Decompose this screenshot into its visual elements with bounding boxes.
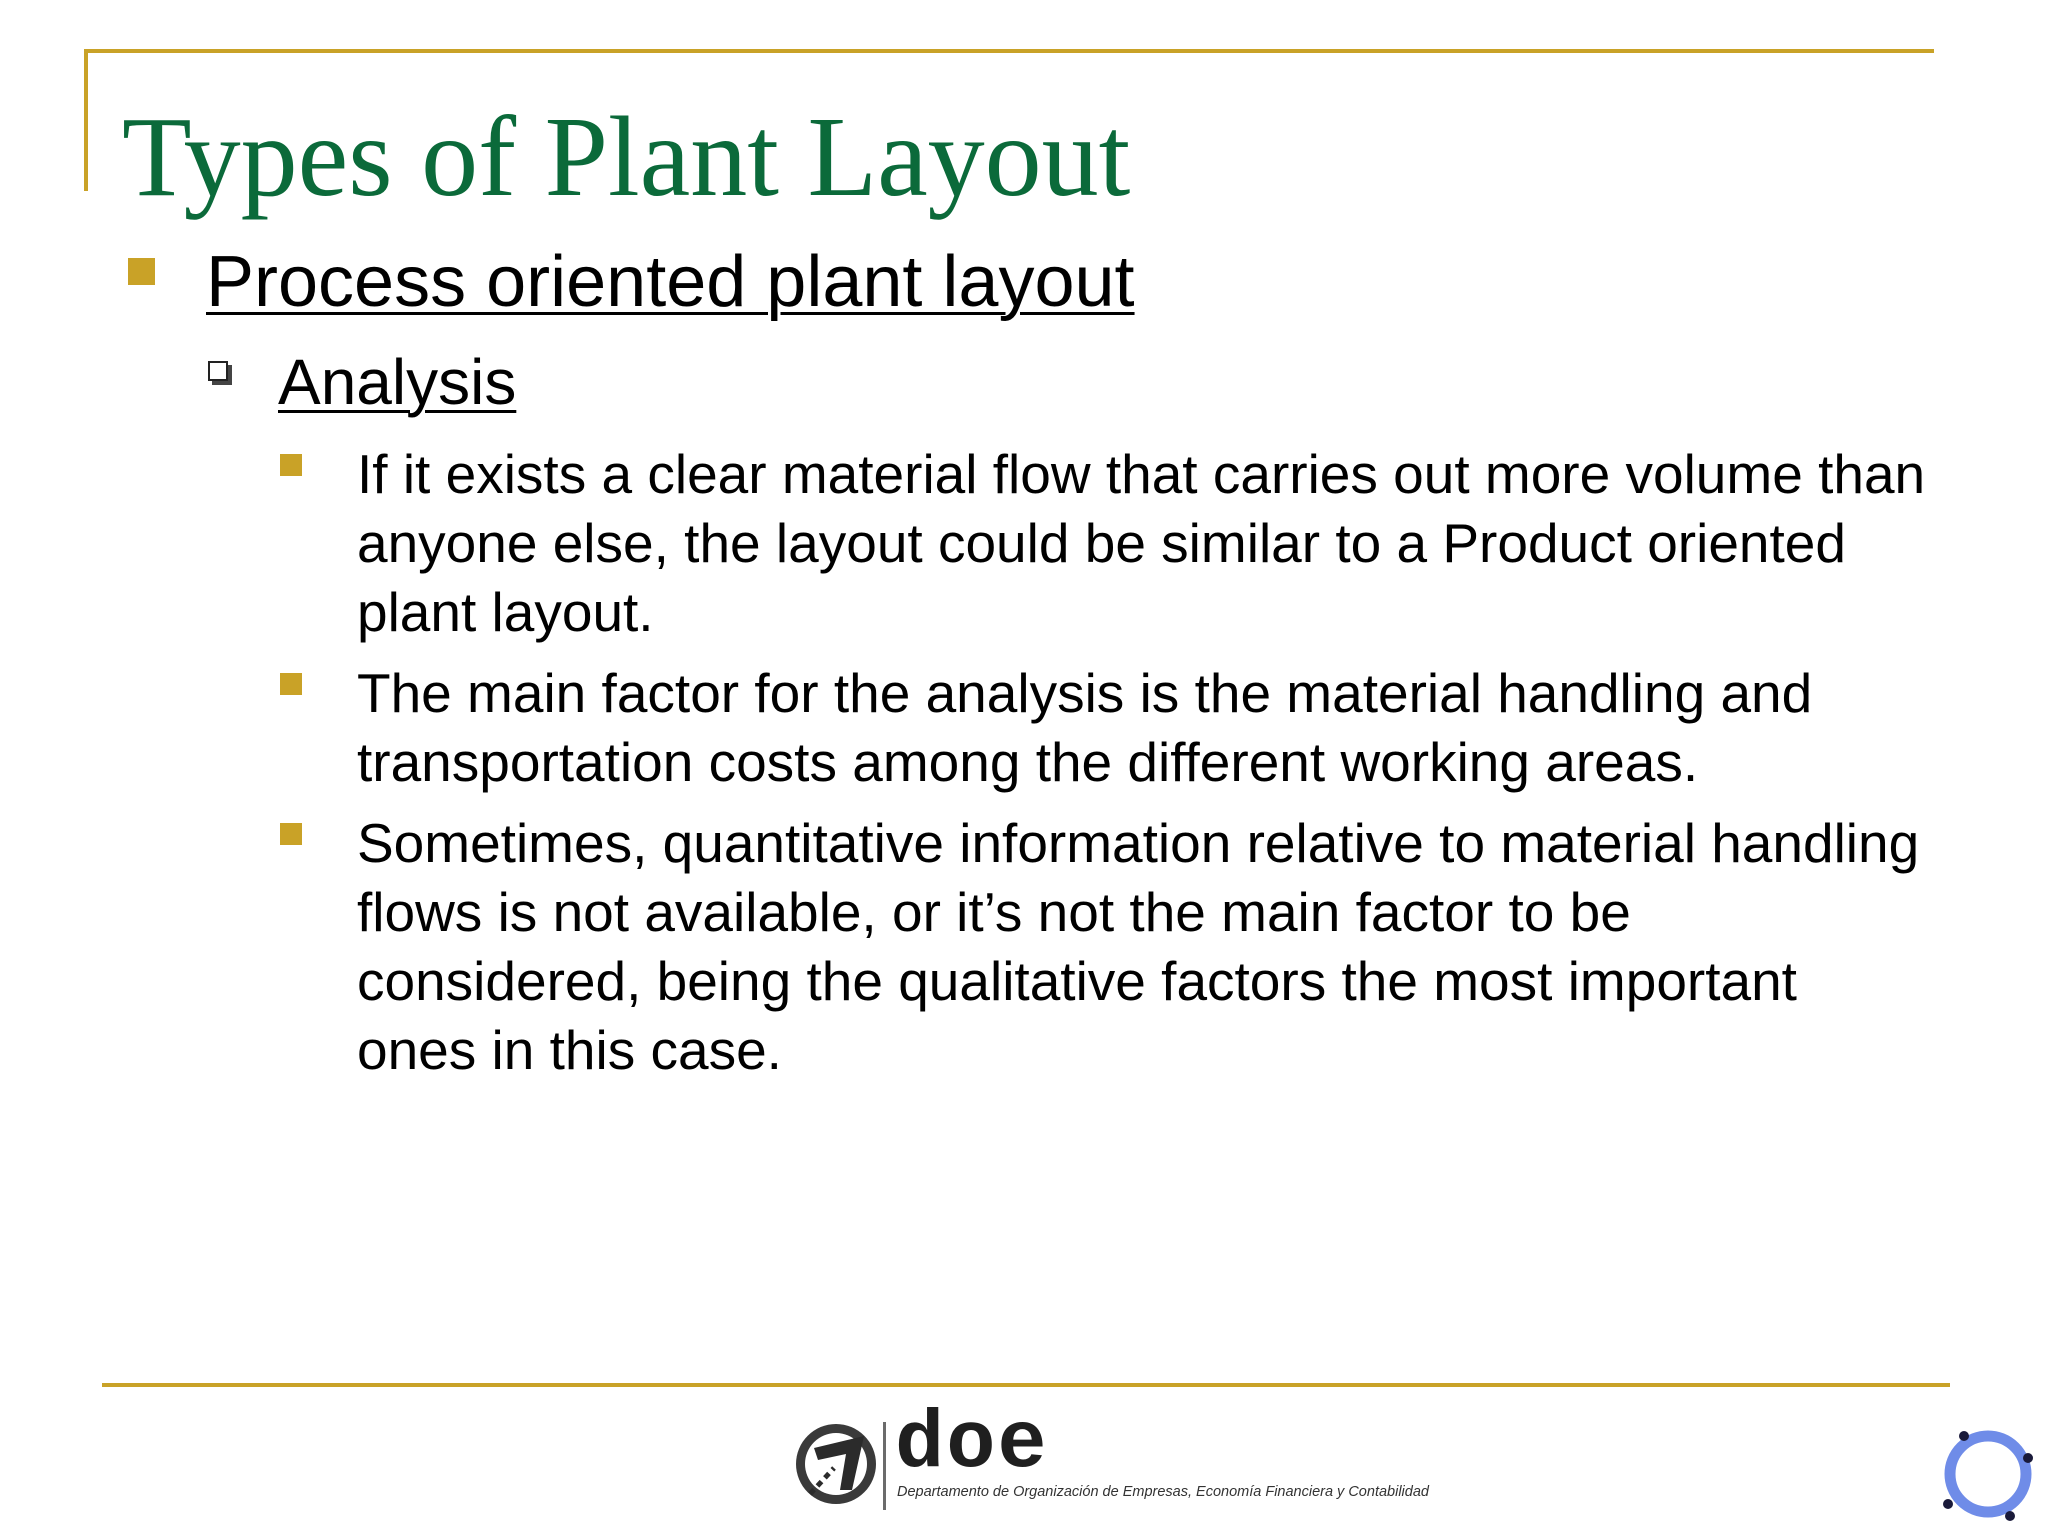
square-bullet-icon <box>280 454 302 476</box>
heading-text: Process oriented plant layout <box>206 242 1135 322</box>
top-frame-line <box>84 49 1934 53</box>
logo-wordmark: doe <box>895 1398 1049 1491</box>
ring-ornament-icon <box>1940 1424 2036 1524</box>
heading-item <box>128 244 1135 320</box>
bottom-frame-line <box>102 1383 1950 1387</box>
department-emblem-icon <box>790 1418 882 1510</box>
square-bullet-icon <box>280 673 302 695</box>
analysis-point <box>280 659 1930 797</box>
slide-title: Types of Plant Layout <box>122 93 1131 220</box>
subheading-text: Analysis <box>278 346 517 418</box>
left-frame-line <box>84 49 88 191</box>
hollow-square-bullet-icon <box>208 361 228 381</box>
subheading-item <box>208 347 516 417</box>
department-logo <box>790 1398 1470 1518</box>
logo-caption: Departamento de Organización de Empresas, Economía Financiera y Contabilidad <box>897 1484 1429 1500</box>
square-bullet-icon <box>128 258 155 285</box>
analysis-point-text: The main factor for the analysis is the material handling and transportation costs among the different working areas. <box>357 662 1813 793</box>
square-bullet-icon <box>280 823 302 845</box>
analysis-point <box>280 440 1930 647</box>
analysis-point <box>280 809 1930 1085</box>
analysis-point-text: Sometimes, quantitative information relative to material handling flows is not available, or it’s not the main factor to be considered, being the qualitative factors the most important ones in this case. <box>357 812 1920 1081</box>
logo-divider <box>883 1422 886 1510</box>
analysis-point-text: If it exists a clear material flow that carries out more volume than anyone else, the layout could be similar to a Product oriented plant layout. <box>357 443 1926 643</box>
analysis-points-list <box>280 440 1930 1097</box>
